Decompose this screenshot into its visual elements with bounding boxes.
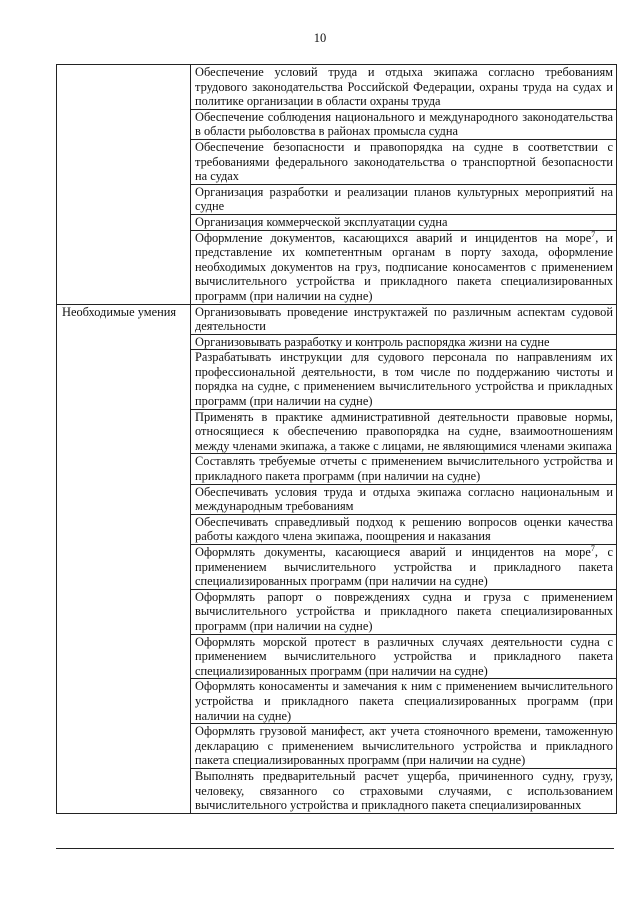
requirement-item: Оформлять морской протест в различных случаях деятельности судна с применением вычислительного устройства и прикладного пакета специализированных программ (при наличии на судне) (191, 634, 617, 679)
table-bottom-edge (56, 848, 614, 849)
requirement-item: Обеспечивать условия труда и отдыха экипажа согласно национальным и международным требованиям (191, 484, 617, 514)
requirement-item: Организовывать разработку и контроль распорядка жизни на судне (191, 334, 617, 350)
requirement-item: Обеспечение соблюдения национального и международного законодательства в области рыболовства в районах промысла судна (191, 109, 617, 139)
footnote-marker: 7 (591, 229, 596, 239)
footnote-marker: 7 (590, 543, 595, 553)
requirement-item: Обеспечивать справедливый подход к решению вопросов оценки качества работы каждого члена экипажа, поощрения и наказания (191, 514, 617, 544)
requirement-item: Оформлять рапорт о повреждениях судна и груза с применением вычислительного устройства и прикладного пакета специализированных программ (при наличии на судне) (191, 589, 617, 634)
requirement-item: Выполнять предварительный расчет ущерба, причиненного судну, грузу, человеку, связанного со страховыми случаями, с использованием вычислительного устройства и прикладного пакета специализированных (191, 768, 617, 813)
requirement-item: Применять в практике административной деятельности правовые нормы, относящиеся к обеспечению правопорядка на судне, взаимоотношениям между членами экипажа, а также с лицами, не являющимися членами экипажа (191, 409, 617, 454)
section-label (57, 65, 191, 305)
requirement-item: Оформлять грузовой манифест, акт учета стояночного времени, таможенную декларацию с применением вычислительного устройства и прикладного пакета специализированных программ (при наличии на судне) (191, 724, 617, 769)
table-row (57, 304, 617, 334)
table-row (57, 65, 617, 110)
requirement-item: Организовывать проведение инструктажей по различным аспектам судовой деятельности (191, 304, 617, 334)
requirement-item (191, 230, 617, 304)
requirement-item: Обеспечение безопасности и правопорядка на судне в соответствии с требованиями федерального законодательства о транспортной безопасности на судах (191, 139, 617, 184)
requirements-table (56, 64, 617, 814)
item-text-start: Оформление документов, касающихся аварий и инцидентов на море (195, 230, 592, 245)
requirement-item: Разрабатывать инструкции для судового персонала по направлениям их профессиональной деятельности, в том числе по поддержанию чистоты и порядка на судне, с применением вычислительного устройства и прикладных программ (при наличии на судне) (191, 350, 617, 409)
requirement-item: Организация коммерческой эксплуатации судна (191, 214, 617, 230)
section-label: Необходимые умения (57, 304, 191, 813)
item-text-end: , и представление их компетентным органам в порту захода, оформление необходимых документов на груз, подписание коносаментов с применением вычислительного устройства и прикладного пакета специализированных программ (при наличии на судне) (195, 230, 614, 303)
item-text-end: , с применением вычислительного устройства и прикладного пакета специализированных программ (при наличии на судне) (195, 545, 613, 589)
requirement-item (191, 545, 617, 590)
requirement-item: Оформлять коносаменты и замечания к ним с применением вычислительного устройства и прикладного пакета специализированных программ (при наличии на судне) (191, 679, 617, 724)
requirement-item: Обеспечение условий труда и отдыха экипажа согласно требованиям трудового законодательства Российской Федерации, охраны труда на судах и политике организации в области охраны труда (191, 65, 617, 110)
item-text-start: Оформлять документы, касающиеся аварий и инцидентов на море (195, 545, 591, 559)
requirement-item: Организация разработки и реализации планов культурных мероприятий на судне (191, 184, 617, 214)
requirement-item: Составлять требуемые отчеты с применением вычислительного устройства и прикладного пакета программ (при наличии на судне) (191, 454, 617, 484)
page-number: 10 (313, 31, 327, 45)
